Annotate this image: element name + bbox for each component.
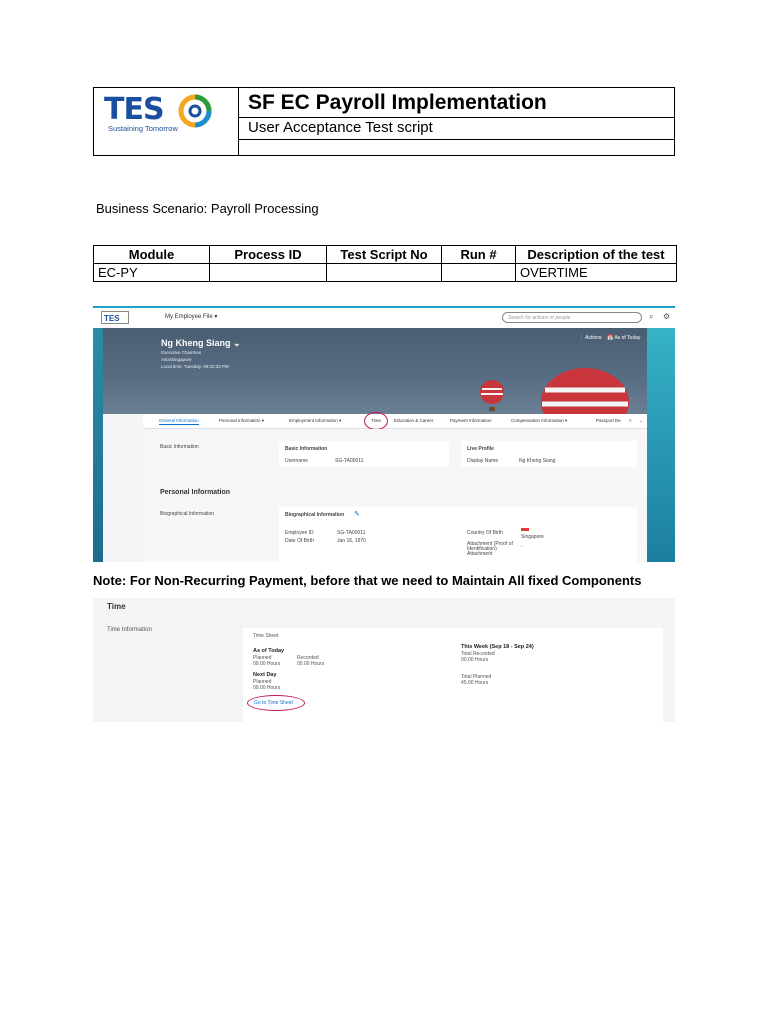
- time-tab-highlight-circle: [364, 412, 388, 430]
- search-input[interactable]: Search for actions or people: [502, 312, 642, 323]
- this-week-label: This Week (Sep 18 - Sep 24): [461, 644, 534, 650]
- tab-general-information[interactable]: General Information: [159, 418, 199, 423]
- business-scenario: Business Scenario: Payroll Processing: [96, 201, 319, 216]
- next-day-planned-label: Planned: [253, 679, 272, 685]
- employee-file-menu[interactable]: My Employee File ▾: [165, 314, 218, 320]
- time-section-title: Time: [107, 602, 126, 611]
- next-day-planned-value: 09.00 Hours: [253, 685, 281, 691]
- time-sheet-card: [243, 628, 663, 722]
- singapore-flag-icon: [521, 528, 529, 531]
- basic-information-section-label: Basic Information: [160, 444, 199, 450]
- note-text: Note: For Non-Recurring Payment, before that we need to Maintain All fixed Components: [93, 573, 642, 588]
- tabs-more-icon[interactable]: ⌄: [639, 418, 643, 423]
- header-process-id: Process ID: [210, 246, 327, 264]
- search-icon[interactable]: ⌕: [649, 312, 654, 321]
- employee-file-screenshot: [93, 306, 675, 562]
- total-planned-value: 45.00 Hours: [461, 680, 489, 686]
- total-recorded-label: Total Recorded: [461, 651, 495, 657]
- attachment-value: -: [521, 544, 523, 550]
- recorded-label: Recorded: [297, 655, 319, 661]
- planned-label: Planned: [253, 655, 272, 661]
- settings-icon[interactable]: ⚙: [663, 312, 671, 321]
- logo-tagline: Sustaining Tomorrow: [108, 124, 178, 133]
- basic-information-card: [279, 441, 449, 467]
- total-recorded-value: 00.00 Hours: [461, 657, 489, 663]
- tab-passport[interactable]: Passport De: [596, 418, 621, 423]
- right-teal-edge: [647, 328, 675, 562]
- display-name-label: Display Name: [467, 458, 499, 464]
- empty-row: [238, 139, 674, 155]
- edit-pencil-icon[interactable]: ✎: [354, 511, 360, 518]
- header-run: Run #: [442, 246, 516, 264]
- top-nav-bar: [93, 308, 675, 328]
- country-of-birth-value: Singapore: [521, 534, 544, 540]
- go-to-time-sheet-link[interactable]: Go to Time Sheet: [254, 700, 293, 706]
- small-balloon-image: [479, 380, 505, 412]
- tab-compensation-information[interactable]: Compensation Information ▾: [511, 418, 568, 423]
- table-row: [94, 264, 677, 282]
- cell-run: [442, 264, 516, 282]
- time-section-screenshot: [93, 598, 675, 722]
- username-label: Username: [285, 458, 309, 464]
- live-profile-card: [461, 441, 637, 467]
- company-logo: TES: [104, 92, 164, 127]
- display-name-value: Ng Kheng Siang: [519, 458, 556, 464]
- biographical-information-section-label: Biographical Information: [160, 511, 214, 517]
- document-header: [93, 87, 675, 156]
- tab-personal-information[interactable]: Personal Information ▾: [219, 418, 265, 423]
- profile-tabs: [143, 414, 647, 429]
- actions-button[interactable]: ⋮ Actions: [579, 335, 602, 341]
- attachment-label: Attachment (Proof of Identification) Attachment: [467, 541, 513, 557]
- total-planned-label: Total Planned: [461, 674, 492, 680]
- biographical-information-card: [279, 507, 637, 562]
- personal-information-heading: Personal Information: [160, 489, 231, 496]
- time-sheet-title: Time Sheet: [253, 633, 279, 639]
- username-value: SG-TA00011: [335, 458, 364, 464]
- cell-module: EC-PY: [94, 264, 210, 282]
- as-of-today-button[interactable]: 📅 As of Today: [607, 335, 641, 341]
- table-header-row: [94, 246, 677, 264]
- module-table: [93, 245, 677, 282]
- profile-content: [143, 429, 647, 562]
- cell-description: OVERTIME: [516, 264, 677, 282]
- dob-value: Jan 16, 1970: [337, 538, 366, 544]
- as-of-today-label: As of Today: [253, 648, 285, 654]
- go-to-time-sheet-highlight-circle: [247, 695, 305, 711]
- logo-cell: [94, 88, 239, 155]
- recorded-value: 00.00 Hours: [297, 661, 325, 667]
- header-module: Module: [94, 246, 210, 264]
- tab-education-career[interactable]: Education & Career: [394, 418, 434, 423]
- document-subtitle: User Acceptance Test script: [238, 117, 674, 140]
- logo-ring-icon: [178, 94, 212, 128]
- planned-value: 09.00 Hours: [253, 661, 281, 667]
- time-information-label: Time Information: [107, 627, 152, 633]
- header-test-script-no: Test Script No: [327, 246, 442, 264]
- employee-name[interactable]: Ng Kheng Siang ⌄: [161, 338, 241, 348]
- header-description: Description of the test: [516, 246, 677, 264]
- tabs-next-icon[interactable]: >: [629, 418, 632, 423]
- employee-id-value: SG-TA00011: [337, 530, 366, 536]
- employee-location: Asia/Singapore: [161, 357, 192, 362]
- cell-process-id: [210, 264, 327, 282]
- next-day-label: Next Day: [253, 672, 277, 678]
- left-teal-edge: [93, 328, 103, 562]
- biographical-card-title: Biographical Information: [285, 512, 345, 518]
- dob-label: Date Of Birth: [285, 538, 314, 544]
- employee-local-time: Local time: Tuesday, 09:33:33 PM: [161, 364, 229, 369]
- country-of-birth-label: Country Of Birth: [467, 530, 503, 536]
- employee-title: Executive Chairman: [161, 350, 202, 355]
- basic-information-card-title: Basic Information: [285, 446, 328, 452]
- document-title: SF EC Payroll Implementation: [238, 88, 674, 118]
- employee-id-label: Employee ID: [285, 530, 314, 536]
- tab-time[interactable]: Time: [371, 418, 381, 423]
- cell-test-script-no: [327, 264, 442, 282]
- live-profile-title: Live Profile: [467, 446, 494, 452]
- nav-logo[interactable]: TES: [101, 311, 129, 324]
- tab-payment-information[interactable]: Payment Information: [450, 418, 492, 423]
- tab-employment-information[interactable]: Employment Information ▾: [289, 418, 342, 423]
